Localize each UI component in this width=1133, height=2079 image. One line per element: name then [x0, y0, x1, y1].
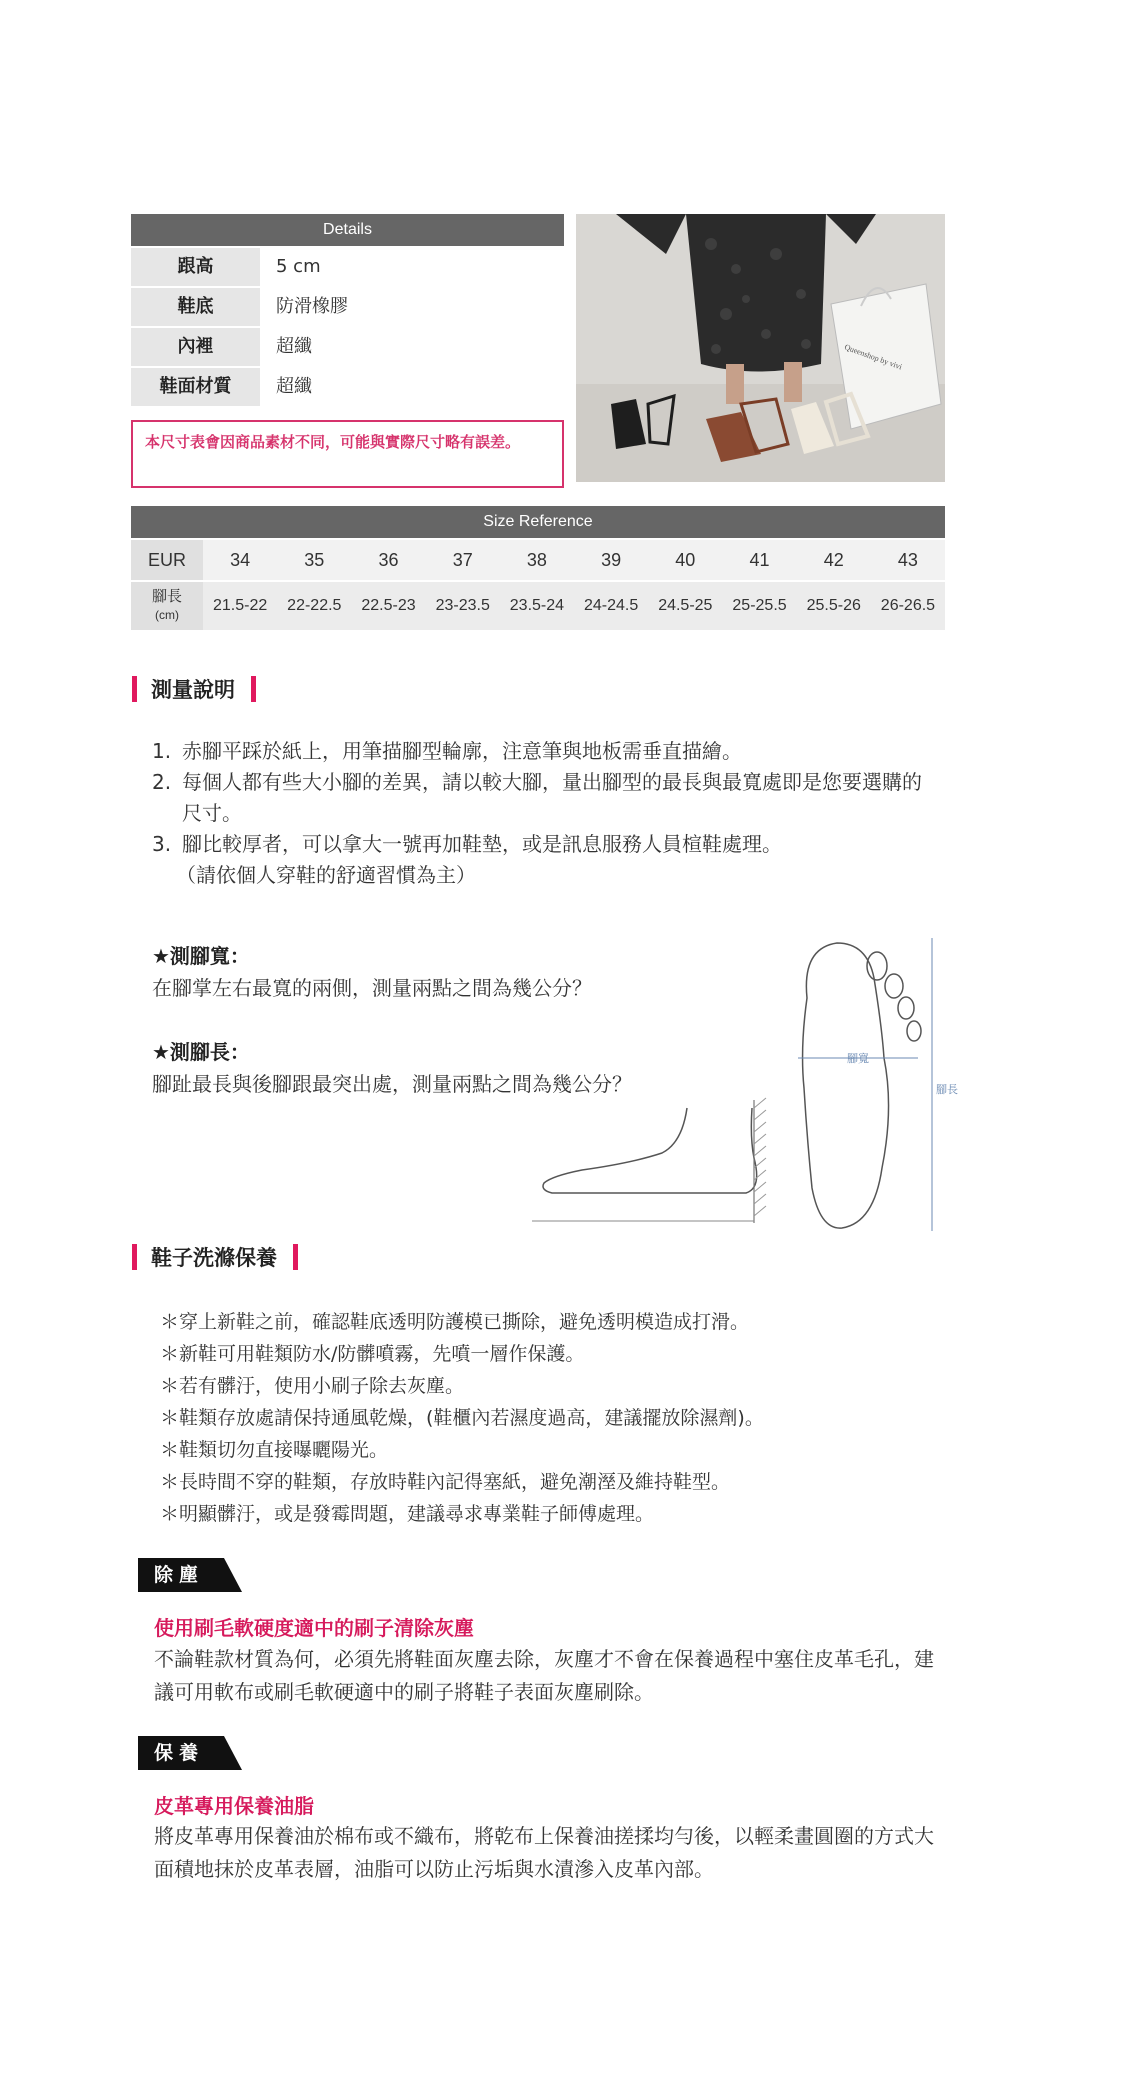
eur-size: 37: [426, 540, 500, 580]
title-marker: [293, 1244, 298, 1270]
list-item: ＊穿上新鞋之前，確認鞋底透明防護模已撕除，避免透明模造成打滑。: [160, 1311, 750, 1333]
foot-sole-outline: [803, 943, 889, 1228]
size-reference-header: Size Reference: [131, 506, 945, 538]
toes: [867, 952, 921, 1041]
foot-length-value: 24.5-25: [648, 582, 722, 630]
foot-length-value: 25.5-26: [797, 582, 871, 630]
wall-hatch: [754, 1098, 766, 1216]
foot-side-outline: [543, 1108, 757, 1193]
maintain-tag: [138, 1736, 242, 1770]
care-list: [160, 1306, 764, 1530]
product-photo: [576, 214, 945, 482]
step-text: 腳比較厚者，可以拿大一號再加鞋墊，或是訊息服務人員楦鞋處理。: [182, 832, 782, 856]
details-row: [131, 288, 564, 326]
foot-length-value: 24-24.5: [574, 582, 648, 630]
eur-size: 35: [277, 540, 351, 580]
foot-length-value: 23-23.5: [426, 582, 500, 630]
details-value: 防滑橡膠: [276, 296, 348, 317]
measure-section-title: [132, 674, 256, 704]
step-number: 2.: [152, 770, 172, 794]
length-label: 腳長: [936, 1084, 958, 1096]
foot-width-text: 在腳掌左右最寬的兩側，測量兩點之間為幾公分？: [152, 976, 592, 1000]
size-disclaimer: 本尺寸表會因商品素材不同，可能與實際尺寸略有誤差。: [131, 420, 564, 488]
eur-size: 40: [648, 540, 722, 580]
eur-size: 42: [797, 540, 871, 580]
foot-measure-diagram: [522, 938, 972, 1238]
foot-length-value: 22-22.5: [277, 582, 351, 630]
eur-size: 41: [722, 540, 796, 580]
size-reference-table: [131, 506, 945, 630]
list-item: [152, 767, 932, 829]
details-value: 超纖: [276, 336, 312, 357]
eur-size: 36: [351, 540, 425, 580]
details-header: Details: [131, 214, 564, 246]
width-label: 腳寬: [847, 1053, 869, 1065]
foot-length-value: 21.5-22: [203, 582, 277, 630]
eur-label: EUR: [131, 540, 203, 580]
foot-length-value: 25-25.5: [722, 582, 796, 630]
foot-length-title: ★測腳長：: [152, 1040, 250, 1064]
details-label: 鞋底: [131, 288, 260, 326]
foot-length-value: 23.5-24: [500, 582, 574, 630]
foot-length-label: [131, 582, 203, 630]
details-value: 超纖: [276, 376, 312, 397]
dust-tag-label: 除塵: [154, 1564, 205, 1586]
maintain-subtitle: 皮革專用保養油脂: [154, 1794, 314, 1818]
bag-text: Queenshop by vivi: [843, 342, 904, 372]
step-number: 3.: [152, 832, 172, 856]
eur-size: 38: [500, 540, 574, 580]
details-label: 內裡: [131, 328, 260, 366]
title-marker: [251, 676, 256, 702]
dust-text: 不論鞋款材質為何，必須先將鞋面灰塵去除，灰塵才不會在保養過程中塞住皮革毛孔，建議可用軟布或刷毛軟硬適中的刷子將鞋子表面灰塵刷除。: [154, 1647, 934, 1704]
step-text: 赤腳平踩於紙上，用筆描腳型輪廓，注意筆與地板需垂直描繪。: [182, 739, 742, 763]
maintain-text: 將皮革專用保養油於棉布或不織布，將乾布上保養油搓揉均勻後，以輕柔畫圓圈的方式大面積地抹於皮革表層，油脂可以防止污垢與水漬滲入皮革內部。: [154, 1824, 934, 1881]
eur-row: [131, 540, 945, 580]
eur-size: 39: [574, 540, 648, 580]
dust-subtitle: 使用刷毛軟硬度適中的刷子清除灰塵: [154, 1616, 474, 1640]
step-number: 1.: [152, 739, 172, 763]
measure-note: （請依個人穿鞋的舒適習慣為主）: [176, 863, 476, 887]
details-row: [131, 328, 564, 366]
eur-size: 34: [203, 540, 277, 580]
list-item: [152, 829, 932, 860]
care-section-title: [132, 1242, 298, 1272]
foot-length-text: 腳趾最長與後腳跟最突出處，測量兩點之間為幾公分？: [152, 1072, 632, 1096]
details-row: [131, 368, 564, 406]
details-value: 5 cm: [276, 256, 321, 277]
foot-length-value: 26-26.5: [871, 582, 945, 630]
maintain-tag-label: 保養: [154, 1742, 205, 1764]
foot-length-label-text: 腳長: [151, 588, 182, 605]
care-title-text: 鞋子洗滌保養: [151, 1246, 277, 1270]
eur-size: 43: [871, 540, 945, 580]
list-item: ＊新鞋可用鞋類防水/防髒噴霧，先噴一層作保護。: [160, 1343, 585, 1365]
list-item: ＊長時間不穿的鞋類，存放時鞋內記得塞紙，避免潮溼及維持鞋型。: [160, 1471, 731, 1493]
foot-length-value: 22.5-23: [351, 582, 425, 630]
details-table: [131, 214, 564, 488]
list-item: ＊鞋類切勿直接曝曬陽光。: [160, 1439, 389, 1461]
list-item: ＊鞋類存放處請保持通風乾燥，(鞋櫃內若濕度過高，建議擺放除濕劑)。: [160, 1407, 764, 1429]
foot-length-unit: (cm): [155, 608, 179, 622]
list-item: ＊明顯髒汙，或是發霉問題，建議尋求專業鞋子師傅處理。: [160, 1503, 655, 1525]
list-item: [152, 736, 932, 767]
list-item: ＊若有髒汙，使用小刷子除去灰塵。: [160, 1375, 465, 1397]
foot-length-row: [131, 582, 945, 630]
dust-tag: [138, 1558, 242, 1592]
foot-width-title: ★測腳寬：: [152, 944, 250, 968]
title-marker: [132, 676, 137, 702]
details-label: 鞋面材質: [131, 368, 260, 406]
step-text: 每個人都有些大小腳的差異，請以較大腳，量出腳型的最長與最寬處即是您要選購的尺寸。: [182, 770, 922, 825]
details-label: 跟高: [131, 248, 260, 286]
measure-title-text: 測量說明: [151, 678, 235, 702]
title-marker: [132, 1244, 137, 1270]
details-row: [131, 248, 564, 286]
product-photo-illustration: [576, 214, 945, 482]
measure-steps: [152, 736, 932, 891]
